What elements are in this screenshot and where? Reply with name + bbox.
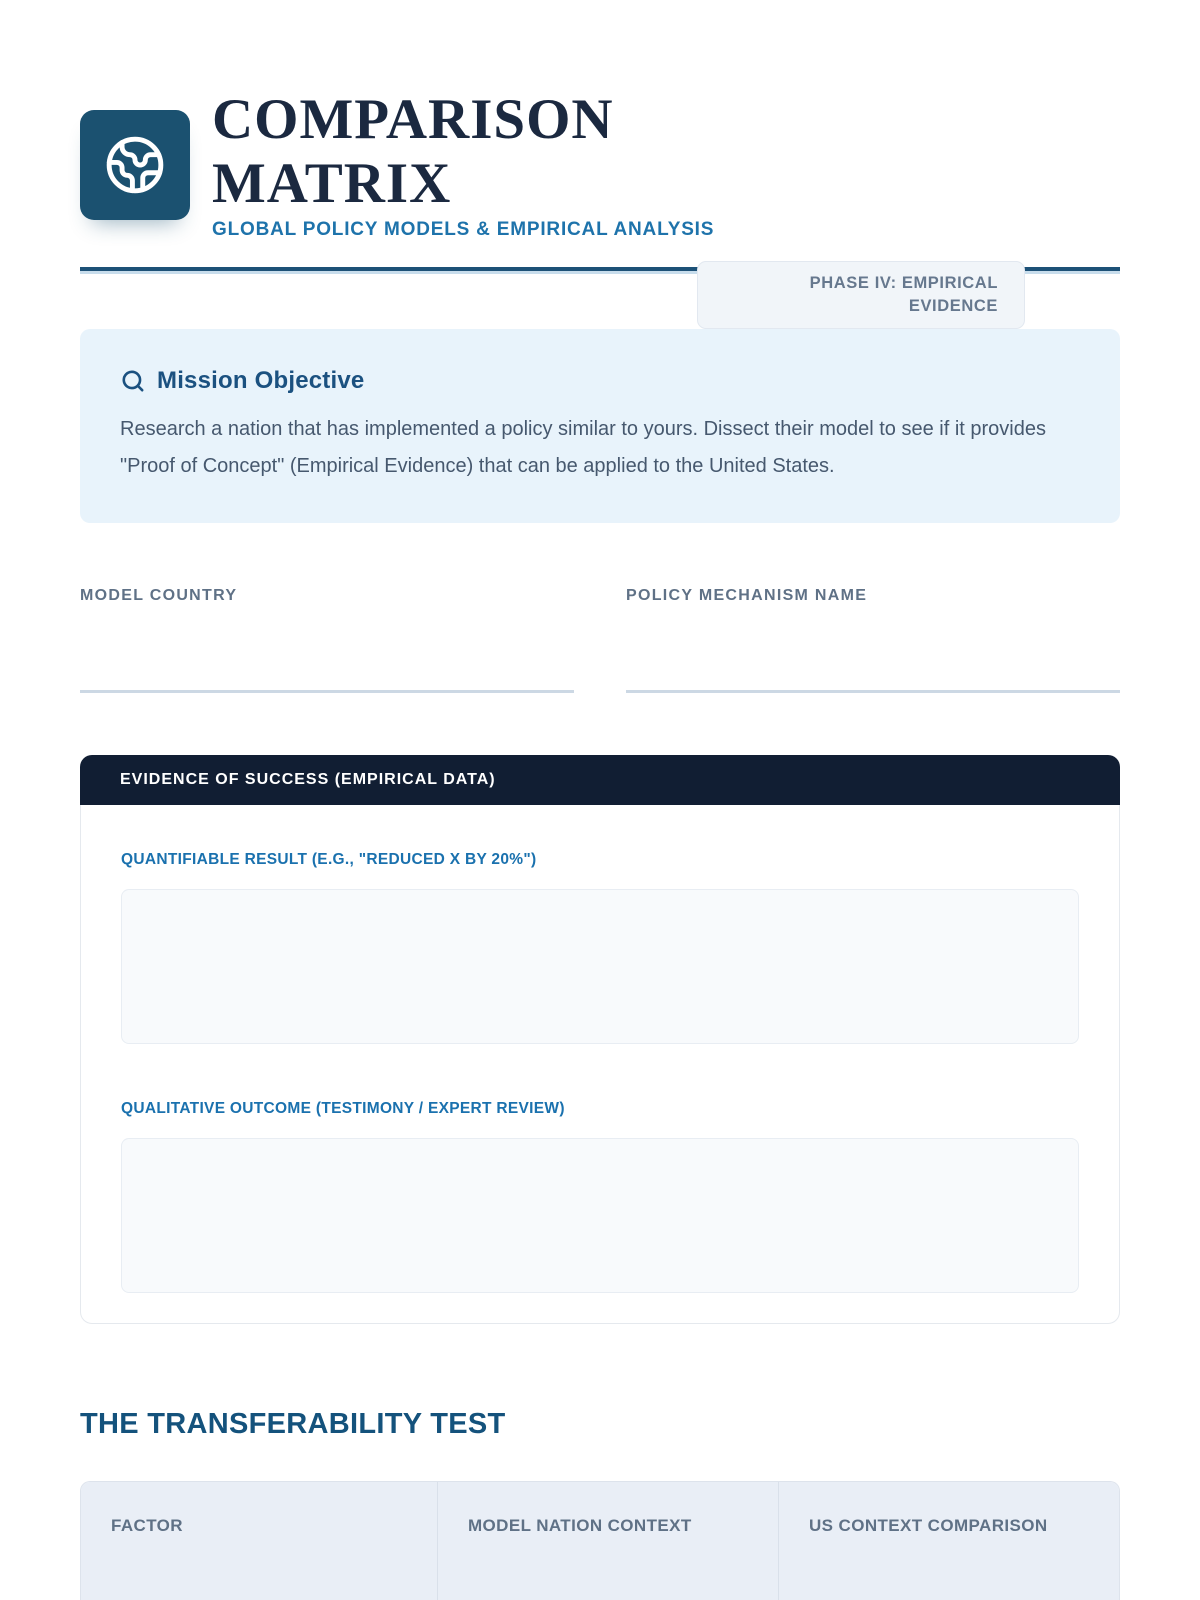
mission-objective-box [80, 329, 1120, 523]
policy-mechanism-input[interactable] [626, 605, 1120, 693]
title-block [212, 88, 714, 241]
model-country-label: MODEL COUNTRY [80, 587, 238, 604]
column-header-factor: FACTOR [111, 1516, 183, 1535]
mission-body-text: Research a nation that has implemented a policy similar to yours. Dissect their model to see if it provides "Proof of Concept" (Empirical Evidence) that can be applied to the United States. [120, 418, 1046, 477]
globe-earth-icon [104, 134, 166, 196]
header [80, 88, 1120, 315]
column-header-us-context-comparison: US CONTEXT COMPARISON [778, 1482, 1119, 1600]
mission-heading-row [120, 367, 1080, 395]
phase-badge: PHASE IV: EMPIRICAL EVIDENCE [697, 261, 1025, 329]
page-title [212, 88, 714, 216]
quantifiable-result-textarea[interactable] [121, 889, 1079, 1044]
qualitative-outcome-label: QUALITATIVE OUTCOME (TESTIMONY / EXPERT REVIEW) [121, 1100, 565, 1117]
search-icon [120, 368, 146, 394]
quantifiable-result-label: QUANTIFIABLE RESULT (E.G., "REDUCED X BY 20%") [121, 851, 537, 868]
model-country-input[interactable] [80, 605, 574, 693]
evidence-card-body [80, 805, 1120, 1324]
transferability-table-header-row [81, 1482, 1119, 1600]
page-subtitle: GLOBAL POLICY MODELS & EMPIRICAL ANALYSIS [212, 219, 715, 240]
transferability-heading: THE TRANSFERABILITY TEST [80, 1408, 506, 1440]
page-title-line1: COMPARISON [212, 88, 614, 151]
model-country-field [80, 587, 574, 693]
policy-mechanism-field [626, 587, 1120, 693]
evidence-card-header: EVIDENCE OF SUCCESS (EMPIRICAL DATA) [80, 755, 1120, 805]
top-fields-row [80, 587, 1120, 693]
page-title-line2: MATRIX [212, 152, 452, 215]
transferability-table [80, 1481, 1120, 1600]
evidence-of-success-card [80, 755, 1120, 1324]
globe-logo [80, 110, 190, 220]
column-header-model-nation-context: MODEL NATION CONTEXT [437, 1482, 778, 1600]
qualitative-outcome-textarea[interactable] [121, 1138, 1079, 1293]
policy-mechanism-label: POLICY MECHANISM NAME [626, 587, 868, 604]
mission-heading: Mission Objective [157, 367, 365, 394]
